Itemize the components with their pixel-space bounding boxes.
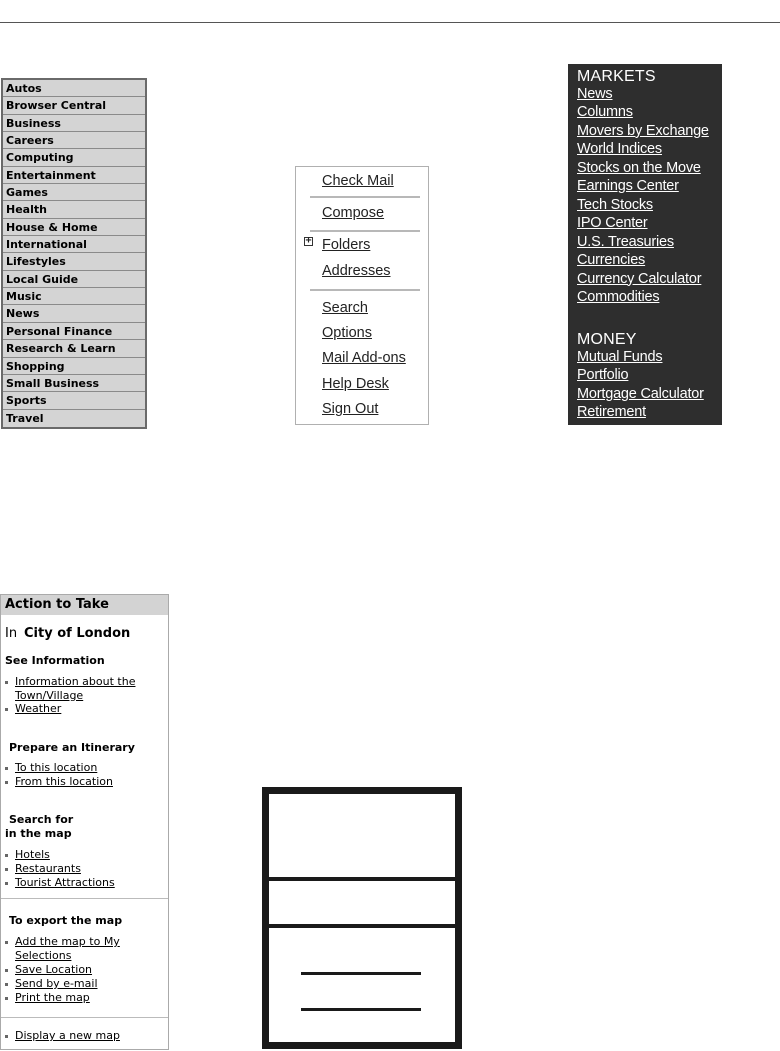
category-item[interactable]: Entertainment xyxy=(3,167,145,184)
category-item[interactable]: Local Guide xyxy=(3,271,145,288)
action-panel xyxy=(0,594,169,1050)
bullet-icon xyxy=(5,997,8,1000)
bullet-icon xyxy=(5,767,8,770)
markets-link[interactable]: Currency Calculator xyxy=(577,270,702,287)
category-item[interactable]: International xyxy=(3,236,145,253)
category-item[interactable]: House & Home xyxy=(3,219,145,236)
sign-out-link[interactable]: Sign Out xyxy=(322,401,379,417)
markets-link[interactable]: Commodities xyxy=(577,288,660,305)
print-map-link[interactable]: Print the map xyxy=(15,991,90,1004)
wireframe-divider xyxy=(269,924,455,928)
markets-link[interactable]: Stocks on the Move xyxy=(577,159,701,176)
markets-link[interactable]: Tech Stocks xyxy=(577,196,653,213)
category-item[interactable]: Travel xyxy=(6,411,44,425)
folders-link[interactable]: Folders xyxy=(322,237,371,253)
markets-link[interactable]: IPO Center xyxy=(577,215,648,232)
markets-panel xyxy=(568,64,722,425)
bullet-icon xyxy=(5,882,8,885)
category-menu xyxy=(1,78,147,429)
options-link[interactable]: Options xyxy=(322,325,372,341)
category-item[interactable]: Business xyxy=(3,115,145,132)
mail-menu-divider xyxy=(310,289,420,291)
markets-link[interactable]: News xyxy=(577,86,613,102)
action-panel-header: Action to Take xyxy=(1,595,168,615)
category-item[interactable]: Lifestyles xyxy=(3,253,145,270)
category-item[interactable]: Small Business xyxy=(3,375,145,392)
from-location-link[interactable]: From this location xyxy=(15,775,113,788)
mail-menu-divider xyxy=(310,230,420,232)
hotels-link[interactable]: Hotels xyxy=(15,848,50,861)
location-prefix: In xyxy=(5,626,18,641)
category-item[interactable]: Sports xyxy=(3,392,145,409)
category-item[interactable]: Personal Finance xyxy=(3,323,145,340)
bullet-icon xyxy=(5,941,8,944)
bullet-icon xyxy=(5,983,8,986)
bullet-icon xyxy=(5,681,8,684)
search-for-heading: Search for xyxy=(9,813,74,826)
category-item[interactable]: Health xyxy=(3,201,145,218)
see-information-heading: See Information xyxy=(5,654,105,667)
wireframe-line xyxy=(301,972,421,975)
bullet-icon xyxy=(5,854,8,857)
markets-link[interactable]: Earnings Center xyxy=(577,178,679,195)
top-divider xyxy=(0,22,780,23)
send-email-link[interactable]: Send by e-mail xyxy=(15,977,98,990)
info-town-link[interactable]: Information about the Town/Village xyxy=(15,675,136,702)
bullet-icon xyxy=(5,969,8,972)
money-link[interactable]: Mortgage Calculator xyxy=(577,385,704,402)
bullet-icon xyxy=(5,868,8,871)
wireframe-divider xyxy=(269,877,455,881)
check-mail-link[interactable]: Check Mail xyxy=(322,173,394,189)
category-item[interactable]: Autos xyxy=(3,80,145,97)
location-city: City of London xyxy=(24,626,131,641)
category-item[interactable]: Computing xyxy=(3,149,145,166)
tourist-attractions-link[interactable]: Tourist Attractions xyxy=(15,876,115,889)
money-heading: MONEY xyxy=(577,331,637,348)
weather-link[interactable]: Weather xyxy=(15,702,62,715)
mail-menu xyxy=(295,166,429,425)
save-location-link[interactable]: Save Location xyxy=(15,963,93,976)
section-divider xyxy=(1,898,168,899)
bullet-icon xyxy=(5,708,8,711)
markets-heading: MARKETS xyxy=(577,68,656,85)
compose-link[interactable]: Compose xyxy=(322,205,385,221)
money-link[interactable]: Portfolio xyxy=(577,367,629,384)
addresses-link[interactable]: Addresses xyxy=(322,263,391,279)
mail-addons-link[interactable]: Mail Add-ons xyxy=(322,350,406,366)
markets-link[interactable]: U.S. Treasuries xyxy=(577,233,674,250)
markets-link[interactable]: Columns xyxy=(577,104,633,121)
markets-link[interactable]: Movers by Exchange xyxy=(577,122,709,139)
section-divider xyxy=(1,1017,168,1018)
bullet-icon xyxy=(5,1035,8,1038)
add-map-selections-link[interactable]: Add the map to My Selections xyxy=(15,935,120,962)
category-item[interactable]: Browser Central xyxy=(3,97,145,114)
folders-expand-icon[interactable]: + xyxy=(305,235,312,246)
mail-menu-divider xyxy=(310,196,420,198)
wireframe-line xyxy=(301,1008,421,1011)
money-link[interactable]: Mutual Funds xyxy=(577,349,663,365)
category-item[interactable]: Music xyxy=(3,288,145,305)
export-heading: To export the map xyxy=(9,914,123,927)
category-item[interactable]: Shopping xyxy=(3,358,145,375)
markets-link[interactable]: World Indices xyxy=(577,141,662,158)
category-item[interactable]: Careers xyxy=(3,132,145,149)
wireframe-box xyxy=(262,787,462,1049)
restaurants-link[interactable]: Restaurants xyxy=(15,862,81,875)
bullet-icon xyxy=(5,781,8,784)
money-link[interactable]: Retirement xyxy=(577,404,646,421)
category-item[interactable]: Research & Learn xyxy=(3,340,145,357)
category-item[interactable]: Games xyxy=(3,184,145,201)
markets-link[interactable]: Currencies xyxy=(577,252,646,269)
to-location-link[interactable]: To this location xyxy=(15,761,98,774)
search-link[interactable]: Search xyxy=(322,300,368,316)
itinerary-heading: Prepare an Itinerary xyxy=(9,741,135,754)
help-desk-link[interactable]: Help Desk xyxy=(322,376,389,392)
search-for-heading-line2: in the map xyxy=(5,827,72,840)
category-item[interactable]: News xyxy=(3,305,145,322)
display-new-map-link[interactable]: Display a new map xyxy=(15,1029,120,1042)
